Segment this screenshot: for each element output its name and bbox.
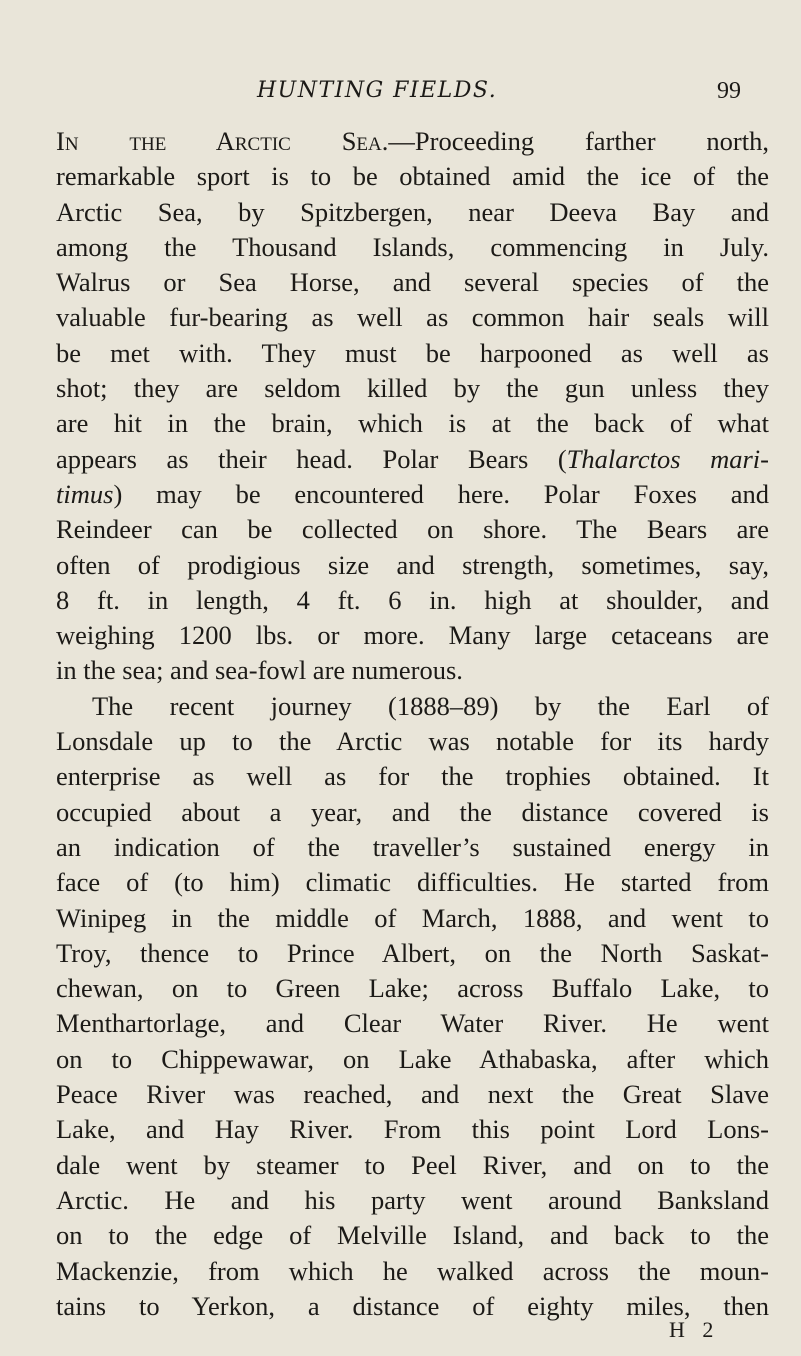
text-line: Mackenzie, from which he walked across the moun- <box>56 1255 769 1286</box>
text-line: face of (to him) climatic difficulties. He started from <box>56 867 769 898</box>
body-text <box>56 124 769 1324</box>
text-line: among the Thousand Islands, commencing in July. <box>56 231 769 262</box>
text-line: timus) may be encountered here. Polar Foxes and <box>56 478 769 509</box>
text-line: dale went by steamer to Peel River, and on to the <box>56 1149 769 1180</box>
text-line: 8 ft. in length, 4 ft. 6 in. high at shoulder, and <box>56 584 769 615</box>
text-line: remarkable sport is to be obtained amid the ice of the <box>56 161 769 192</box>
text-line: occupied about a year, and the distance covered is <box>56 796 769 827</box>
text-line: be met with. They must be harpooned as well as <box>56 337 769 368</box>
text-line: Peace River was reached, and next the Great Slave <box>56 1079 769 1110</box>
species-name-cont: timus <box>56 478 114 509</box>
text-line: tains to Yerkon, a distance of eighty miles, then <box>56 1290 769 1321</box>
text-line: shot; they are seldom killed by the gun unless they <box>56 373 769 404</box>
species-name: Thalarctos mari- <box>566 443 769 474</box>
text-line: appears as their head. Polar Bears (Thalarctos mari- <box>56 443 769 474</box>
section-heading: In the Arctic Sea. <box>56 126 389 156</box>
text-line: Arctic. He and his party went around Banksland <box>56 1184 769 1215</box>
text-line: in the sea; and sea-fowl are numerous. <box>56 655 463 686</box>
text-line: an indication of the traveller’s sustained energy in <box>56 831 769 862</box>
text-line: enterprise as well as for the trophies obtained. It <box>56 761 769 792</box>
text-line: are hit in the brain, which is at the back of what <box>56 408 769 439</box>
text-line: valuable fur-bearing as well as common hair seals will <box>56 302 769 333</box>
text-line: In the Arctic Sea.—Proceeding farther north, <box>56 126 769 156</box>
running-head <box>0 74 801 114</box>
page-number: 99 <box>717 78 741 104</box>
text-line: Walrus or Sea Horse, and several species of the <box>56 267 769 298</box>
text-line: on to the edge of Melville Island, and back to the <box>56 1220 769 1251</box>
signature-mark: H 2 <box>669 1317 720 1342</box>
running-title: HUNTING FIELDS. <box>257 78 498 103</box>
text-line: on to Chippewawar, on Lake Athabaska, after which <box>56 1043 769 1074</box>
text-line: Lake, and Hay River. From this point Lord Lons- <box>56 1114 769 1145</box>
text-line: Lonsdale up to the Arctic was notable for its hardy <box>56 726 769 757</box>
text-line: The recent journey (1888–89) by the Earl of <box>92 690 769 721</box>
text-line: weighing 1200 lbs. or more. Many large cetaceans are <box>56 620 769 651</box>
text-line: Reindeer can be collected on shore. The Bears are <box>56 514 769 545</box>
text-line: Winipeg in the middle of March, 1888, and went to <box>56 902 769 933</box>
text-line: Menthartorlage, and Clear Water River. He went <box>56 1008 769 1039</box>
text-line: Troy, thence to Prince Albert, on the North Saskat- <box>56 937 769 968</box>
text-line: chewan, on to Green Lake; across Buffalo Lake, to <box>56 973 769 1004</box>
text-line: Arctic Sea, by Spitzbergen, near Deeva Bay and <box>56 196 769 227</box>
text-line: often of prodigious size and strength, sometimes, say, <box>56 549 769 580</box>
